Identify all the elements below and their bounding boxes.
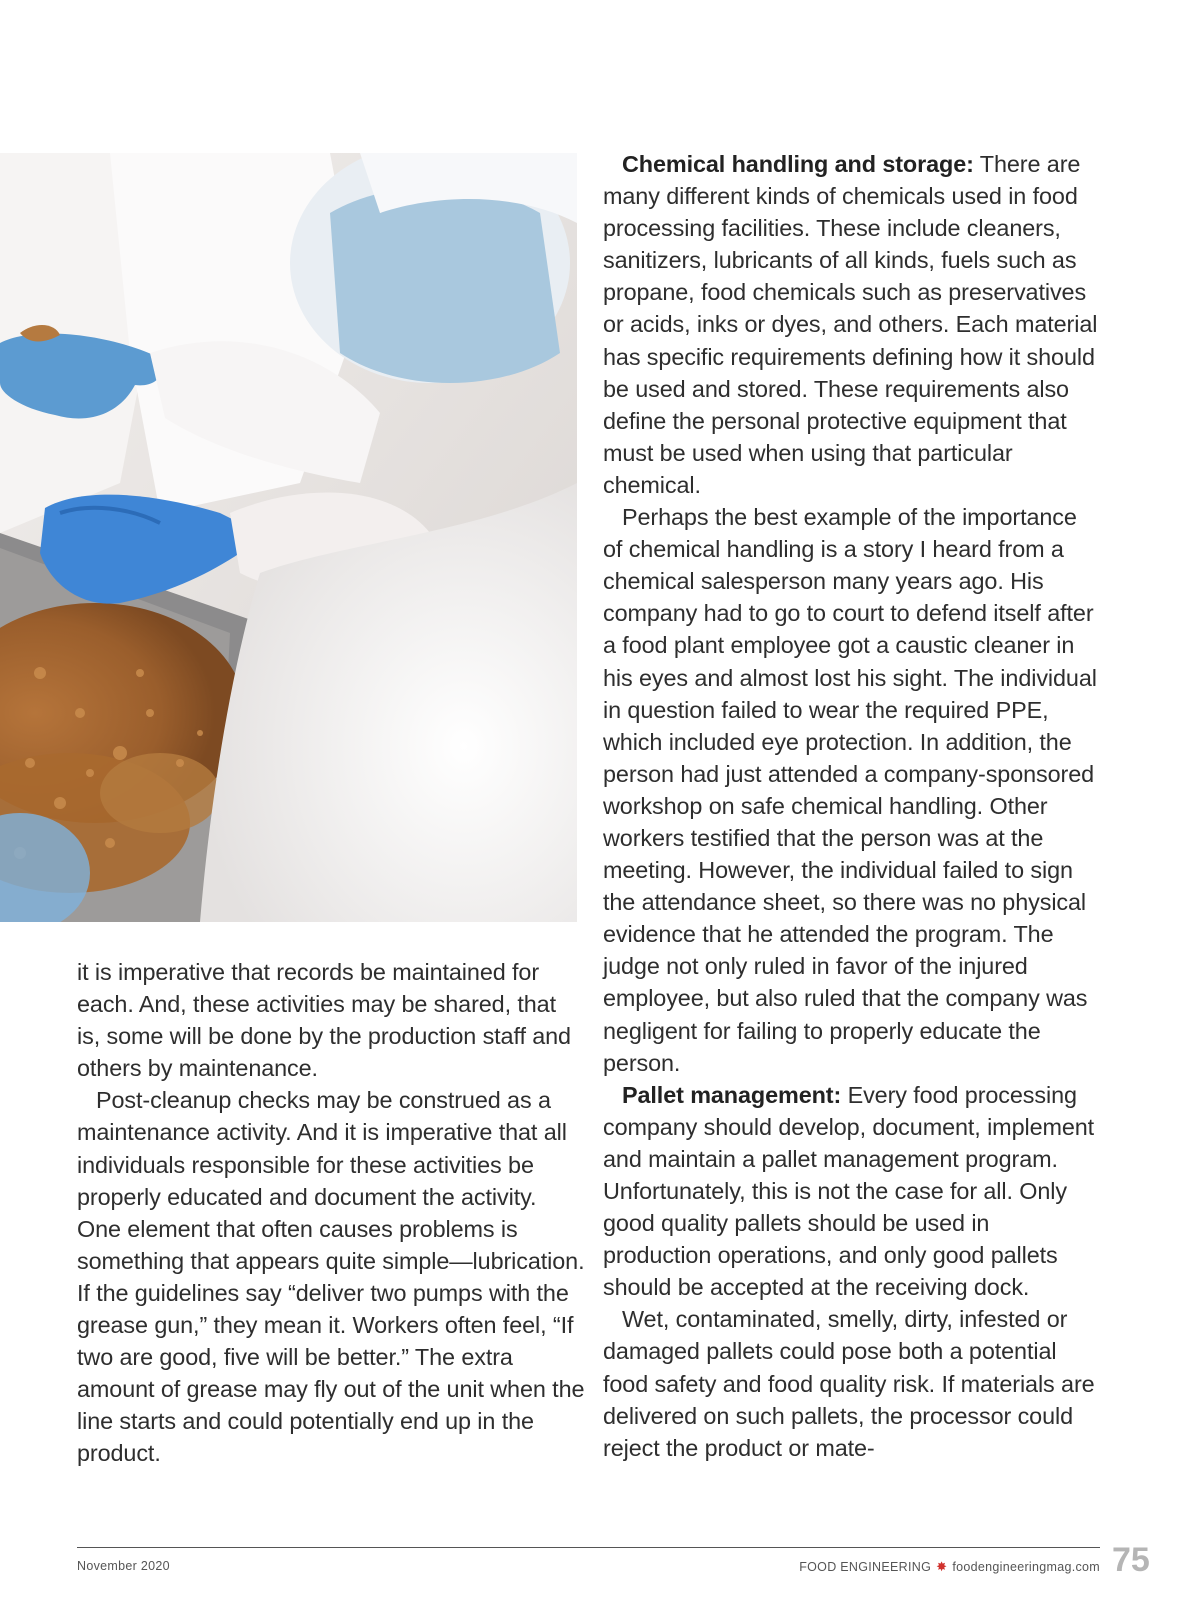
footer-publication-info [799, 1559, 1100, 1575]
food-workers-image [0, 153, 577, 922]
section-heading-chemical: Chemical handling and storage: [622, 151, 974, 177]
section-heading-pallet: Pallet management: [622, 1081, 842, 1108]
right-column [603, 148, 1100, 1464]
paragraph-text: There are many different kinds of chemicals used in food processing facilities. These include cleaners, sanitizers, lubricants of all kinds, fuels such as propane, food chemicals such as preservatives or acids, inks or dyes, and others. Each material has specific requirements defining how it should be used and stored. These requirements also define the personal protective equipment that must be used when using that particular chemical. [603, 151, 1098, 498]
paragraph-chemical-handling [603, 148, 1100, 501]
paragraph: Post-cleanup checks may be construed as a maintenance activity. And it is imperative that all individuals responsible for these activities be properly educated and document the activity. One element that often causes problems is something that appears quite simple—lubrication. If the guidelines say “deliver two pumps with the grease gun,” they mean it. Workers often feel, “If two are good, five will be better.” The extra amount of grease may fly out of the unit when the line starts and could potentially end up in the product. [77, 1087, 585, 1467]
website-link[interactable]: foodengineeringmag.com [952, 1560, 1100, 1574]
paragraph: it is imperative that records be maintained for each. And, these activities may be shared, that is, some will be done by the production staff and others by maintenance. [77, 959, 571, 1082]
footer-date: November 2020 [77, 1559, 170, 1573]
paragraph: Wet, contaminated, smelly, dirty, infested or damaged pallets could pose both a potential food safety and food quality risk. If materials are delivered on such pallets, the processor could reject the product or mate- [603, 1306, 1095, 1461]
paragraph-text: Every food processing company should develop, document, implement and maintain a pallet management program. Unfortunately, this is not the case for all. Only good quality pallets should be used in production operations, and only good pallets should be accepted at the receiving dock. [603, 1081, 1095, 1301]
left-column [77, 956, 585, 1470]
paragraph-pallet-management [603, 1079, 1100, 1304]
paragraph: Perhaps the best example of the importance of chemical handling is a story I heard from a chemical salesperson many years ago. His company had to go to court to defend itself after a food plant employee got a caustic cleaner in his eyes and almost lost his sight. The individual in question failed to wear the required PPE, which included eye protection. In addition, the person had just attended a company-sponsored workshop on safe chemical handling. Other workers testified that the person was at the meeting. However, the individual failed to sign the attendance sheet, so there was no physical evidence that he attended the program. The judge not only ruled in favor of the injured employee, but also ruled that the company was negligent for failing to properly educate the person. [603, 504, 1097, 1076]
article-photo [0, 153, 577, 922]
footer-divider [77, 1547, 1100, 1548]
publication-name: FOOD ENGINEERING [799, 1560, 932, 1574]
page-number: 75 [1112, 1541, 1150, 1579]
separator-icon: ✸ [936, 1559, 948, 1574]
